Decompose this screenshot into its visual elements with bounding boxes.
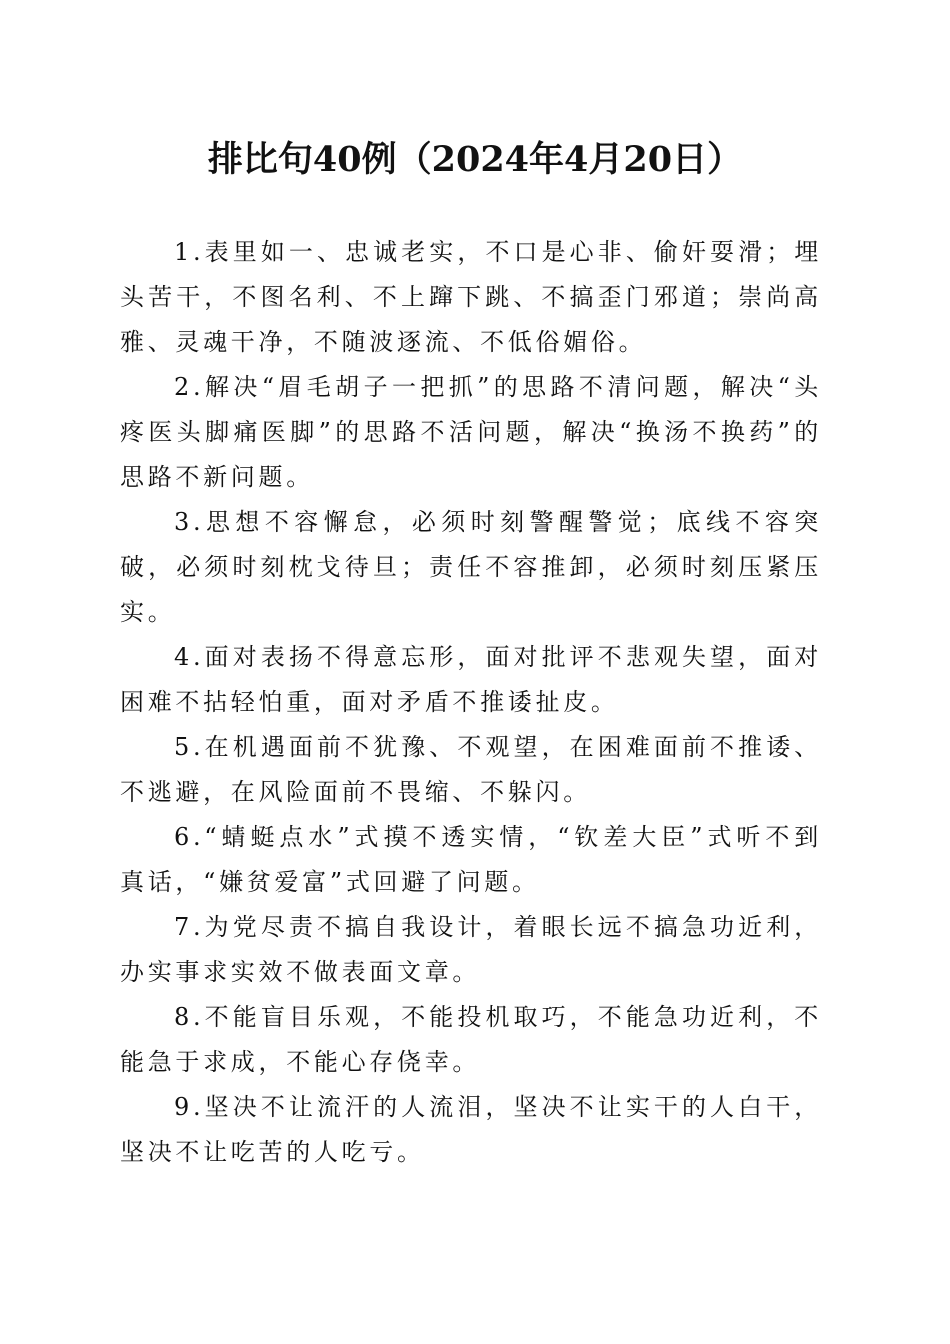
document-body [120,230,822,1175]
paragraph-4: 4.面对表扬不得意忘形，面对批评不悲观失望，面对困难不拈轻怕重，面对矛盾不推诿扯皮。 [120,643,822,716]
paragraph-7: 7.为党尽责不搞自我设计，着眼长远不搞急功近利，办实事求实效不做表面文章。 [120,913,822,986]
paragraph-5: 5.在机遇面前不犹豫、不观望，在困难面前不推诿、不逃避，在风险面前不畏缩、不躲闪。 [120,733,822,806]
paragraph-6: 6.“蜻蜓点水”式摸不透实情，“钦差大臣”式听不到真话，“嫌贫爱富”式回避了问题。 [120,823,822,896]
paragraph-2: 2.解决“眉毛胡子一把抓”的思路不清问题，解决“头疼医头脚痛医脚”的思路不活问题，解决“换汤不换药”的思路不新问题。 [120,373,822,491]
document-title: 排比句40例（2024年4月20日） [207,139,743,180]
paragraph-8: 8.不能盲目乐观，不能投机取巧，不能急功近利，不能急于求成，不能心存侥幸。 [120,1003,822,1076]
paragraph-3: 3.思想不容懈怠，必须时刻警醒警觉；底线不容突破，必须时刻枕戈待旦；责任不容推卸，必须时刻压紧压实。 [120,508,822,626]
paragraph-9: 9.坚决不让流汗的人流泪，坚决不让实干的人白干，坚决不让吃苦的人吃亏。 [120,1093,822,1166]
paragraph-1: 1.表里如一、忠诚老实，不口是心非、偷奸耍滑；埋头苦干，不图名利、不上蹿下跳、不搞歪门邪道；崇尚高雅、灵魂干净，不随波逐流、不低俗媚俗。 [120,238,822,356]
